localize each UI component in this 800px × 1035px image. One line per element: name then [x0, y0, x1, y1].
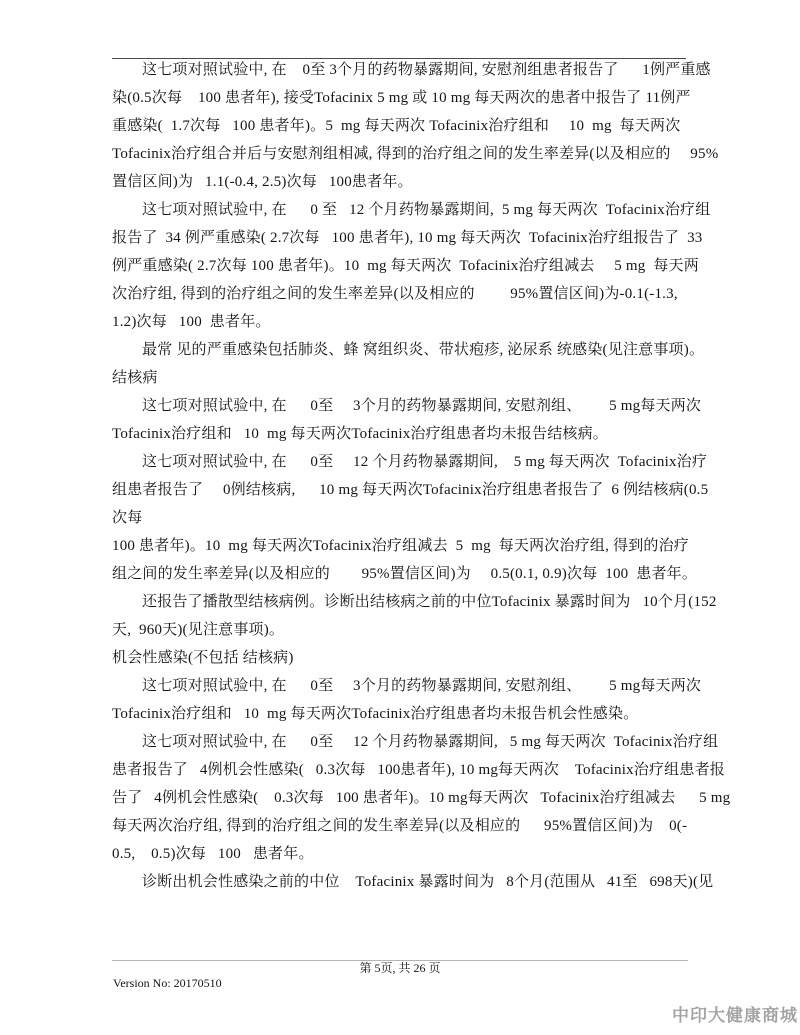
body-line: 诊断出机会性感染之前的中位 Tofacinix 暴露时间为 8个月(范围从 41至 698天)(见 — [142, 874, 714, 890]
body-line: 0.5, 0.5)次每 100 患者年。 — [112, 846, 314, 862]
body-line: 例严重感染( 2.7次每 100 患者年)。10 mg 每天两次 Tofacinix治疗组减去 5 mg 每天两 — [112, 258, 699, 274]
body-line: 天, 960天)(见注意事项)。 — [112, 622, 285, 638]
page-number: 第 5页, 共 26 页 — [359, 961, 441, 975]
body-line: 置信区间)为 1.1(-0.4, 2.5)次每 100患者年。 — [112, 174, 413, 190]
body-line: 报告了 34 例严重感染( 2.7次每 100 患者年), 10 mg 每天两次 Tofacinix治疗组报告了 33 — [112, 230, 703, 246]
section-heading-opportunistic-infection: 机会性感染(不包括 结核病) — [112, 650, 294, 666]
body-line: 这七项对照试验中, 在 0至 12 个月药物暴露期间, 5 mg 每天两次 Tofacinix治疗组 — [142, 734, 719, 750]
body-line: 次每 — [112, 510, 143, 526]
body-line: 重感染( 1.7次每 100 患者年)。5 mg 每天两次 Tofacinix治疗组和 10 mg 每天两次 — [112, 118, 681, 134]
document-body — [112, 56, 752, 896]
body-line: 次治疗组, 得到的治疗组之间的发生率差异(以及相应的 95%置信区间)为-0.1(-1.3, — [112, 286, 678, 302]
body-line: 这七项对照试验中, 在 0至 3个月的药物暴露期间, 安慰剂组、 5 mg每天两次 — [142, 398, 702, 414]
body-line: 患者报告了 4例机会性感染( 0.3次每 100患者年), 10 mg每天两次 Tofacinix治疗组患者报 — [112, 762, 725, 778]
body-line: 告了 4例机会性感染( 0.3次每 100 患者年)。10 mg每天两次 Tofacinix治疗组减去 5 mg — [112, 790, 731, 806]
body-line: 这七项对照试验中, 在 0 至 12 个月药物暴露期间, 5 mg 每天两次 Tofacinix治疗组 — [142, 202, 711, 218]
body-line: 最常 见的严重感染包括肺炎、蜂 窝组织炎、带状疱疹, 泌尿系 统感染(见注意事项)。 — [142, 342, 705, 358]
body-line: 这七项对照试验中, 在 0至 3个月的药物暴露期间, 安慰剂组患者报告了 1例严重感 — [142, 62, 711, 78]
body-line: Tofacinix治疗组合并后与安慰剂组相减, 得到的治疗组之间的发生率差异(以及相应的 95% — [112, 146, 719, 162]
section-heading-tuberculosis: 结核病 — [112, 370, 158, 386]
body-line: 这七项对照试验中, 在 0至 3个月的药物暴露期间, 安慰剂组、 5 mg每天两次 — [142, 678, 702, 694]
body-line: Tofacinix治疗组和 10 mg 每天两次Tofacinix治疗组患者均未报告结核病。 — [112, 426, 608, 442]
body-line: 还报告了播散型结核病例。诊断出结核病之前的中位Tofacinix 暴露时间为 10个月(152 — [142, 594, 717, 610]
body-line: 100 患者年)。10 mg 每天两次Tofacinix治疗组减去 5 mg 每天两次治疗组, 得到的治疗 — [112, 538, 689, 554]
body-line: 1.2)次每 100 患者年。 — [112, 314, 271, 330]
body-line: 每天两次治疗组, 得到的治疗组之间的发生率差异(以及相应的 95%置信区间)为 0(- — [112, 818, 688, 834]
version-number: Version No: 20170510 — [113, 976, 222, 990]
body-line: 组之间的发生率差异(以及相应的 95%置信区间)为 0.5(0.1, 0.9)次每 100 患者年。 — [112, 566, 698, 582]
body-line: 染(0.5次每 100 患者年), 接受Tofacinix 5 mg 或 10 mg 每天两次的患者中报告了 11例严 — [112, 90, 691, 106]
body-line: 组患者报告了 0例结核病, 10 mg 每天两次Tofacinix治疗组患者报告了 6 例结核病(0.5 — [112, 482, 709, 498]
watermark-logo: 中印大健康商城 — [672, 1006, 798, 1025]
body-line: Tofacinix治疗组和 10 mg 每天两次Tofacinix治疗组患者均未报告机会性感染。 — [112, 706, 639, 722]
body-line: 这七项对照试验中, 在 0至 12 个月药物暴露期间, 5 mg 每天两次 Tofacinix治疗 — [142, 454, 708, 470]
